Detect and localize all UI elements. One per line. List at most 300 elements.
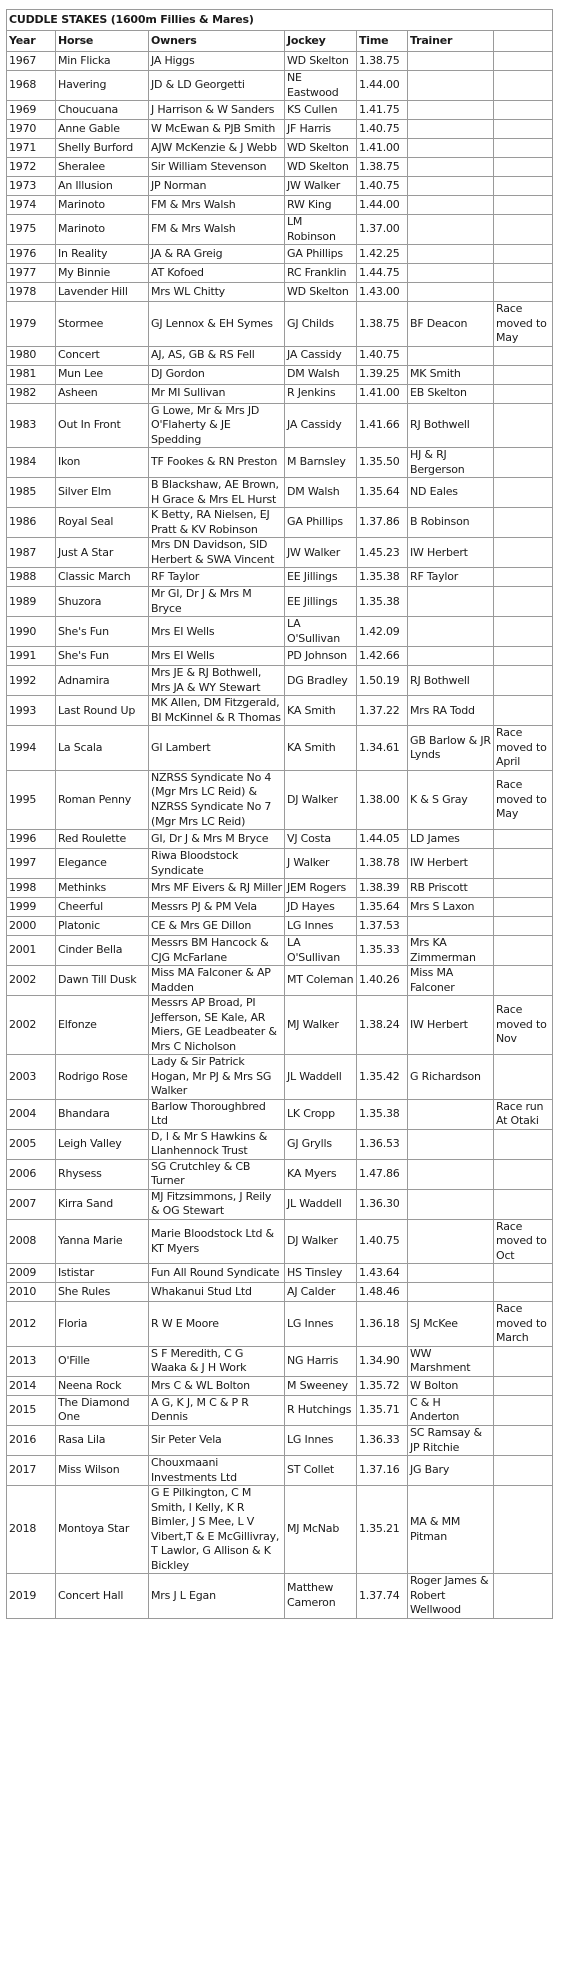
table-row: [7, 587, 553, 617]
year-cell: 2013: [7, 1346, 56, 1376]
table-row: [7, 1302, 553, 1347]
results-table: [6, 9, 553, 1619]
owners-cell: FM & Mrs Walsh: [149, 196, 285, 215]
table-row: [7, 966, 553, 996]
column-header-time: Time: [357, 31, 408, 52]
time-cell: 1.35.64: [357, 898, 408, 917]
trainer-cell: [408, 177, 494, 196]
horse-cell: Lavender Hill: [56, 283, 149, 302]
trainer-cell: Miss MA Falconer: [408, 966, 494, 996]
owners-cell: G E Pilkington, C M Smith, I Kelly, K R Bimler, J S Mee, L V Vibert,T & E McGillivray, T Lawlor, G Allison & K Bickley: [149, 1486, 285, 1574]
table-row: [7, 996, 553, 1055]
horse-cell: Neena Rock: [56, 1376, 149, 1395]
note-cell: [494, 917, 553, 936]
note-cell: [494, 1574, 553, 1619]
trainer-cell: [408, 346, 494, 365]
year-cell: 1968: [7, 71, 56, 101]
horse-cell: Silver Elm: [56, 478, 149, 508]
horse-cell: Elfonze: [56, 996, 149, 1055]
time-cell: 1.38.78: [357, 849, 408, 879]
horse-cell: An Illusion: [56, 177, 149, 196]
horse-cell: Kirra Sand: [56, 1189, 149, 1219]
trainer-cell: [408, 196, 494, 215]
trainer-cell: RJ Bothwell: [408, 666, 494, 696]
trainer-cell: [408, 1129, 494, 1159]
year-cell: 1988: [7, 568, 56, 587]
owners-cell: Whakanui Stud Ltd: [149, 1283, 285, 1302]
owners-cell: CE & Mrs GE Dillon: [149, 917, 285, 936]
owners-cell: MK Allen, DM Fitzgerald, BI McKinnel & R Thomas: [149, 696, 285, 726]
year-cell: 2014: [7, 1376, 56, 1395]
year-cell: 1982: [7, 384, 56, 403]
year-cell: 2006: [7, 1159, 56, 1189]
horse-cell: Last Round Up: [56, 696, 149, 726]
table-row: [7, 365, 553, 384]
horse-cell: Marinoto: [56, 196, 149, 215]
horse-cell: Choucuana: [56, 101, 149, 120]
note-cell: [494, 568, 553, 587]
time-cell: 1.37.16: [357, 1456, 408, 1486]
horse-cell: Yanna Marie: [56, 1219, 149, 1264]
note-cell: Race moved to April: [494, 726, 553, 771]
jockey-cell: JA Cassidy: [285, 346, 357, 365]
horse-cell: My Binnie: [56, 264, 149, 283]
trainer-cell: W Bolton: [408, 1376, 494, 1395]
time-cell: 1.38.75: [357, 302, 408, 347]
note-cell: Race run At Otaki: [494, 1099, 553, 1129]
horse-cell: Just A Star: [56, 538, 149, 568]
owners-cell: Messrs AP Broad, PI Jefferson, SE Kale, AR Miers, GE Leadbeater & Mrs C Nicholson: [149, 996, 285, 1055]
jockey-cell: VJ Costa: [285, 830, 357, 849]
table-row: [7, 830, 553, 849]
time-cell: 1.38.24: [357, 996, 408, 1055]
owners-cell: D, l & Mr S Hawkins & Llanhennock Trust: [149, 1129, 285, 1159]
table-row: [7, 1283, 553, 1302]
trainer-cell: [408, 1099, 494, 1129]
trainer-cell: GB Barlow & JR Lynds: [408, 726, 494, 771]
horse-cell: Dawn Till Dusk: [56, 966, 149, 996]
table-row: [7, 1574, 553, 1619]
time-cell: 1.35.72: [357, 1376, 408, 1395]
time-cell: 1.37.22: [357, 696, 408, 726]
note-cell: [494, 849, 553, 879]
jockey-cell: MJ McNab: [285, 1486, 357, 1574]
time-cell: 1.36.33: [357, 1426, 408, 1456]
table-title: CUDDLE STAKES (1600m Fillies & Mares): [6, 9, 553, 30]
horse-cell: Asheen: [56, 384, 149, 403]
jockey-cell: PD Johnson: [285, 647, 357, 666]
note-cell: [494, 177, 553, 196]
time-cell: 1.38.39: [357, 879, 408, 898]
trainer-cell: RF Taylor: [408, 568, 494, 587]
trainer-cell: [408, 264, 494, 283]
trainer-cell: IW Herbert: [408, 849, 494, 879]
year-cell: 2010: [7, 1283, 56, 1302]
year-cell: 1973: [7, 177, 56, 196]
time-cell: 1.42.09: [357, 617, 408, 647]
column-header-trainer: Trainer: [408, 31, 494, 52]
horse-cell: Min Flicka: [56, 52, 149, 71]
note-cell: [494, 215, 553, 245]
note-cell: [494, 696, 553, 726]
horse-cell: Rhysess: [56, 1159, 149, 1189]
time-cell: 1.35.50: [357, 448, 408, 478]
time-cell: 1.35.33: [357, 936, 408, 966]
jockey-cell: DM Walsh: [285, 478, 357, 508]
trainer-cell: RJ Bothwell: [408, 403, 494, 448]
year-cell: 2001: [7, 936, 56, 966]
time-cell: 1.42.66: [357, 647, 408, 666]
trainer-cell: [408, 215, 494, 245]
year-cell: 2007: [7, 1189, 56, 1219]
year-cell: 1993: [7, 696, 56, 726]
year-cell: 1972: [7, 158, 56, 177]
jockey-cell: NE Eastwood: [285, 71, 357, 101]
jockey-cell: GJ Childs: [285, 302, 357, 347]
note-cell: [494, 1189, 553, 1219]
horse-cell: Classic March: [56, 568, 149, 587]
jockey-cell: WD Skelton: [285, 139, 357, 158]
horse-cell: Bhandara: [56, 1099, 149, 1129]
time-cell: 1.45.23: [357, 538, 408, 568]
horse-cell: Platonic: [56, 917, 149, 936]
year-cell: 2008: [7, 1219, 56, 1264]
year-cell: 1974: [7, 196, 56, 215]
horse-cell: Adnamira: [56, 666, 149, 696]
jockey-cell: EE Jillings: [285, 587, 357, 617]
year-cell: 2005: [7, 1129, 56, 1159]
trainer-cell: SC Ramsay & JP Ritchie: [408, 1426, 494, 1456]
year-cell: 1967: [7, 52, 56, 71]
owners-cell: S F Meredith, C G Waaka & J H Work: [149, 1346, 285, 1376]
owners-cell: FM & Mrs Walsh: [149, 215, 285, 245]
owners-cell: Mrs C & WL Bolton: [149, 1376, 285, 1395]
owners-cell: A G, K J, M C & P R Dennis: [149, 1395, 285, 1425]
time-cell: 1.40.26: [357, 966, 408, 996]
table-body: [7, 52, 553, 1619]
horse-cell: She's Fun: [56, 617, 149, 647]
jockey-cell: JW Walker: [285, 538, 357, 568]
trainer-cell: [408, 617, 494, 647]
horse-cell: In Reality: [56, 245, 149, 264]
trainer-cell: JG Bary: [408, 1456, 494, 1486]
jockey-cell: DJ Walker: [285, 1219, 357, 1264]
table-row: [7, 1346, 553, 1376]
note-cell: [494, 898, 553, 917]
year-cell: 1977: [7, 264, 56, 283]
trainer-cell: RB Priscott: [408, 879, 494, 898]
note-cell: [494, 264, 553, 283]
trainer-cell: WW Marshment: [408, 1346, 494, 1376]
note-cell: [494, 346, 553, 365]
table-row: [7, 508, 553, 538]
year-cell: 1997: [7, 849, 56, 879]
note-cell: [494, 879, 553, 898]
jockey-cell: KA Myers: [285, 1159, 357, 1189]
note-cell: [494, 966, 553, 996]
time-cell: 1.41.66: [357, 403, 408, 448]
owners-cell: JD & LD Georgetti: [149, 71, 285, 101]
trainer-cell: Mrs RA Todd: [408, 696, 494, 726]
horse-cell: Sheralee: [56, 158, 149, 177]
horse-cell: O'Fille: [56, 1346, 149, 1376]
trainer-cell: [408, 101, 494, 120]
year-cell: 1981: [7, 365, 56, 384]
trainer-cell: BF Deacon: [408, 302, 494, 347]
owners-cell: Mrs J L Egan: [149, 1574, 285, 1619]
jockey-cell: DM Walsh: [285, 365, 357, 384]
year-cell: 1998: [7, 879, 56, 898]
trainer-cell: [408, 245, 494, 264]
year-cell: 2017: [7, 1456, 56, 1486]
jockey-cell: RC Franklin: [285, 264, 357, 283]
time-cell: 1.40.75: [357, 346, 408, 365]
owners-cell: Mrs JE & RJ Bothwell, Mrs JA & WY Stewart: [149, 666, 285, 696]
trainer-cell: [408, 1264, 494, 1283]
trainer-cell: LD James: [408, 830, 494, 849]
time-cell: 1.35.38: [357, 1099, 408, 1129]
note-cell: [494, 617, 553, 647]
time-cell: 1.35.38: [357, 568, 408, 587]
column-header-horse: Horse: [56, 31, 149, 52]
note-cell: Race moved to Nov: [494, 996, 553, 1055]
jockey-cell: MJ Walker: [285, 996, 357, 1055]
year-cell: 1994: [7, 726, 56, 771]
table-row: [7, 879, 553, 898]
year-cell: 1969: [7, 101, 56, 120]
note-cell: [494, 1456, 553, 1486]
time-cell: 1.36.18: [357, 1302, 408, 1347]
time-cell: 1.37.86: [357, 508, 408, 538]
table-row: [7, 283, 553, 302]
table-row: [7, 1189, 553, 1219]
owners-cell: Mrs DN Davidson, SID Herbert & SWA Vincent: [149, 538, 285, 568]
jockey-cell: HS Tinsley: [285, 1264, 357, 1283]
owners-cell: AJW McKenzie & J Webb: [149, 139, 285, 158]
table-row: [7, 647, 553, 666]
horse-cell: Shelly Burford: [56, 139, 149, 158]
horse-cell: Havering: [56, 71, 149, 101]
note-cell: [494, 587, 553, 617]
trainer-cell: ND Eales: [408, 478, 494, 508]
trainer-cell: Mrs S Laxon: [408, 898, 494, 917]
time-cell: 1.36.30: [357, 1189, 408, 1219]
note-cell: [494, 1486, 553, 1574]
jockey-cell: LG Innes: [285, 1302, 357, 1347]
time-cell: 1.37.74: [357, 1574, 408, 1619]
owners-cell: Marie Bloodstock Ltd & KT Myers: [149, 1219, 285, 1264]
owners-cell: JA Higgs: [149, 52, 285, 71]
jockey-cell: JD Hayes: [285, 898, 357, 917]
trainer-cell: [408, 1219, 494, 1264]
time-cell: 1.37.00: [357, 215, 408, 245]
horse-cell: Rasa Lila: [56, 1426, 149, 1456]
note-cell: [494, 538, 553, 568]
note-cell: Race moved to May: [494, 770, 553, 829]
table-row: [7, 1395, 553, 1425]
note-cell: [494, 666, 553, 696]
note-cell: [494, 158, 553, 177]
jockey-cell: LG Innes: [285, 917, 357, 936]
horse-cell: La Scala: [56, 726, 149, 771]
note-cell: [494, 403, 553, 448]
year-cell: 1976: [7, 245, 56, 264]
table-row: [7, 346, 553, 365]
owners-cell: Riwa Bloodstock Syndicate: [149, 849, 285, 879]
time-cell: 1.35.42: [357, 1055, 408, 1100]
owners-cell: Mrs EI Wells: [149, 647, 285, 666]
table-row: [7, 1264, 553, 1283]
owners-cell: Sir Peter Vela: [149, 1426, 285, 1456]
table-row: [7, 1159, 553, 1189]
time-cell: 1.36.53: [357, 1129, 408, 1159]
table-row: [7, 696, 553, 726]
horse-cell: Concert Hall: [56, 1574, 149, 1619]
year-cell: 1996: [7, 830, 56, 849]
year-cell: 1985: [7, 478, 56, 508]
owners-cell: Barlow Thoroughbred Ltd: [149, 1099, 285, 1129]
trainer-cell: EB Skelton: [408, 384, 494, 403]
trainer-cell: [408, 52, 494, 71]
table-row: [7, 666, 553, 696]
jockey-cell: LA O'Sullivan: [285, 617, 357, 647]
table-row: [7, 139, 553, 158]
table-row: [7, 1426, 553, 1456]
note-cell: [494, 830, 553, 849]
horse-cell: Montoya Star: [56, 1486, 149, 1574]
jockey-cell: JA Cassidy: [285, 403, 357, 448]
jockey-cell: GA Phillips: [285, 508, 357, 538]
horse-cell: She's Fun: [56, 647, 149, 666]
table-row: [7, 568, 553, 587]
horse-cell: Red Roulette: [56, 830, 149, 849]
horse-cell: Cheerful: [56, 898, 149, 917]
time-cell: 1.34.90: [357, 1346, 408, 1376]
note-cell: Race moved to Oct: [494, 1219, 553, 1264]
jockey-cell: KA Smith: [285, 726, 357, 771]
horse-cell: Floria: [56, 1302, 149, 1347]
year-cell: 2015: [7, 1395, 56, 1425]
jockey-cell: RW King: [285, 196, 357, 215]
year-cell: 1984: [7, 448, 56, 478]
time-cell: 1.44.05: [357, 830, 408, 849]
year-cell: 2012: [7, 1302, 56, 1347]
owners-cell: Chouxmaani Investments Ltd: [149, 1456, 285, 1486]
year-cell: 2018: [7, 1486, 56, 1574]
owners-cell: SG Crutchley & CB Turner: [149, 1159, 285, 1189]
note-cell: [494, 1395, 553, 1425]
note-cell: [494, 1159, 553, 1189]
table-row: [7, 448, 553, 478]
jockey-cell: DG Bradley: [285, 666, 357, 696]
owners-cell: Mr MI Sullivan: [149, 384, 285, 403]
owners-cell: J Harrison & W Sanders: [149, 101, 285, 120]
trainer-cell: IW Herbert: [408, 996, 494, 1055]
table-row: [7, 770, 553, 829]
note-cell: [494, 647, 553, 666]
table-row: [7, 1486, 553, 1574]
horse-cell: Shuzora: [56, 587, 149, 617]
time-cell: 1.41.00: [357, 384, 408, 403]
table-row: [7, 302, 553, 347]
owners-cell: NZRSS Syndicate No 4 (Mgr Mrs LC Reid) & NZRSS Syndicate No 7 (Mgr Mrs LC Reid): [149, 770, 285, 829]
horse-cell: Royal Seal: [56, 508, 149, 538]
trainer-cell: C & H Anderton: [408, 1395, 494, 1425]
table-row: [7, 71, 553, 101]
owners-cell: B Blackshaw, AE Brown, H Grace & Mrs EL Hurst: [149, 478, 285, 508]
note-cell: [494, 1426, 553, 1456]
table-row: [7, 1099, 553, 1129]
horse-cell: Ististar: [56, 1264, 149, 1283]
year-cell: 2000: [7, 917, 56, 936]
trainer-cell: SJ McKee: [408, 1302, 494, 1347]
trainer-cell: [408, 1159, 494, 1189]
table-row: [7, 849, 553, 879]
column-header-owners: Owners: [149, 31, 285, 52]
year-cell: 1987: [7, 538, 56, 568]
note-cell: [494, 1129, 553, 1159]
owners-cell: MJ Fitzsimmons, J Reily & OG Stewart: [149, 1189, 285, 1219]
trainer-cell: G Richardson: [408, 1055, 494, 1100]
jockey-cell: LG Innes: [285, 1426, 357, 1456]
year-cell: 2002: [7, 996, 56, 1055]
time-cell: 1.43.00: [357, 283, 408, 302]
jockey-cell: LM Robinson: [285, 215, 357, 245]
table-row: [7, 101, 553, 120]
header-row: [7, 31, 553, 52]
horse-cell: Leigh Valley: [56, 1129, 149, 1159]
horse-cell: Roman Penny: [56, 770, 149, 829]
horse-cell: The Diamond One: [56, 1395, 149, 1425]
trainer-cell: K & S Gray: [408, 770, 494, 829]
horse-cell: Out In Front: [56, 403, 149, 448]
horse-cell: Stormee: [56, 302, 149, 347]
note-cell: [494, 283, 553, 302]
trainer-cell: [408, 1283, 494, 1302]
note-cell: [494, 384, 553, 403]
owners-cell: K Betty, RA Nielsen, EJ Pratt & KV Robinson: [149, 508, 285, 538]
note-cell: [494, 936, 553, 966]
owners-cell: RF Taylor: [149, 568, 285, 587]
note-cell: [494, 245, 553, 264]
owners-cell: Lady & Sir Patrick Hogan, Mr PJ & Mrs SG Walker: [149, 1055, 285, 1100]
time-cell: 1.40.75: [357, 177, 408, 196]
jockey-cell: M Sweeney: [285, 1376, 357, 1395]
horse-cell: She Rules: [56, 1283, 149, 1302]
jockey-cell: R Hutchings: [285, 1395, 357, 1425]
owners-cell: Messrs PJ & PM Vela: [149, 898, 285, 917]
owners-cell: DJ Gordon: [149, 365, 285, 384]
table-row: [7, 1376, 553, 1395]
owners-cell: Miss MA Falconer & AP Madden: [149, 966, 285, 996]
trainer-cell: MK Smith: [408, 365, 494, 384]
note-cell: [494, 478, 553, 508]
jockey-cell: DJ Walker: [285, 770, 357, 829]
table-row: [7, 403, 553, 448]
horse-cell: Marinoto: [56, 215, 149, 245]
jockey-cell: LA O'Sullivan: [285, 936, 357, 966]
owners-cell: Mrs MF Eivers & RJ Miller: [149, 879, 285, 898]
jockey-cell: KS Cullen: [285, 101, 357, 120]
year-cell: 1986: [7, 508, 56, 538]
note-cell: [494, 101, 553, 120]
owners-cell: JA & RA Greig: [149, 245, 285, 264]
time-cell: 1.43.64: [357, 1264, 408, 1283]
trainer-cell: Mrs KA Zimmerman: [408, 936, 494, 966]
horse-cell: Anne Gable: [56, 120, 149, 139]
time-cell: 1.42.25: [357, 245, 408, 264]
jockey-cell: ST Collet: [285, 1456, 357, 1486]
